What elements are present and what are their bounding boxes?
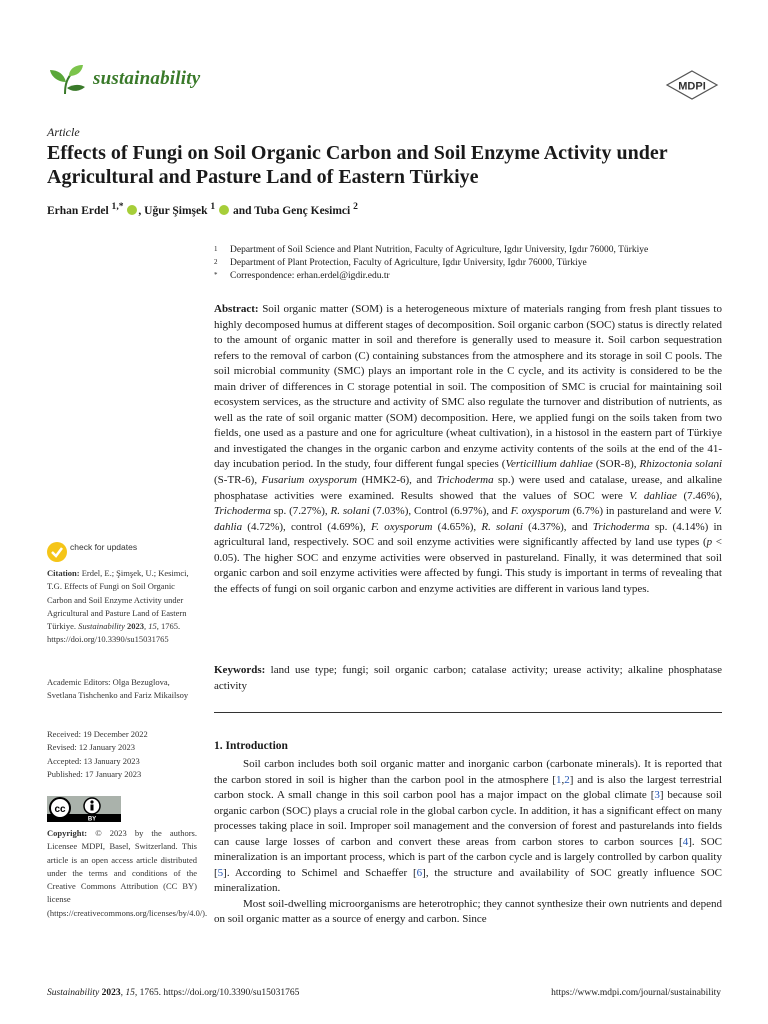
author-separator: and — [230, 204, 255, 217]
footer-year: 2023 — [99, 988, 121, 998]
reference-link[interactable]: 4 — [682, 835, 689, 848]
footer-journal-url[interactable]: https://www.mdpi.com/journal/sustainability — [551, 988, 721, 998]
abstract-text: (7.03%), Control (6.97%), and — [369, 505, 511, 518]
abstract-label: Abstract: — [214, 303, 259, 315]
article-type: Article — [47, 125, 80, 139]
mdpi-logo-icon[interactable] — [666, 70, 718, 100]
author-separator: , — [138, 204, 145, 217]
citation-label: Citation: — [47, 568, 80, 578]
abstract — [214, 302, 722, 597]
affiliation-row — [214, 270, 724, 283]
cc-by-license-icon[interactable] — [47, 796, 121, 822]
abstract-text: (4.65%), — [432, 520, 482, 533]
paragraph-text: ], the structure and availability of SOC greatly influence SOC mineralization. — [214, 866, 723, 894]
species-name: F. oxysporum — [510, 505, 570, 518]
abstract-text: (6.7%) in pastureland and were — [569, 505, 714, 518]
date-published: Published: 17 January 2023 — [47, 768, 142, 779]
species-name: Rhizoctonia solani — [639, 458, 723, 471]
author-3-affiliation: 2 — [353, 201, 358, 212]
affiliation-number: * — [214, 271, 218, 280]
date-accepted: Accepted: 13 January 2023 — [47, 755, 140, 766]
abstract-text: Soil organic matter (SOM) is a heterogeneous mixture of materials ranging from fresh plant tissues to highly decomposed humus at different stages of decomposition. Soil organic carbon (SOC) status is directly related to the amount of organic matter in soil and therefore is generally used to measure it. Soil carbon sequestration refers to the removal of carbon (C) containing substances from the atmosphere and its storage in soil C pools. The soil microbial community (SMC) plays an important role in the C cycle, and its activity is considered to be the main driver of differences in C storage potential in soil. The composition of SMC is crucial for maintaining soil ecosystem services, as the structure and activity of SMC also regulate the turnover and distribution of nutrients, as well as the rate of soil organic matter (SOM) decomposition. Here, we applied fungi on the soils taken from two fields, one used as a pasture and one for agriculture (wheat cultivation), in a histosol in the eastern part of Türkiye and investigated the changes in the organic carbon and enzyme activity contents of the soils at the end of the 41-day incubation period. In the study, four different fungal species ( — [214, 303, 722, 471]
journal-logo-icon — [47, 64, 87, 96]
copyright-label: Copyright: — [47, 828, 88, 838]
reference-link[interactable]: 1 — [555, 773, 562, 786]
publication-dates — [47, 728, 197, 781]
abstract-text: (7.46%), — [676, 489, 723, 502]
check-for-updates-badge[interactable] — [46, 540, 138, 564]
citation-block — [47, 567, 197, 647]
author-3[interactable]: Tuba Genç Kesimci — [254, 204, 351, 217]
species-name: Trichoderma — [592, 520, 650, 533]
mdpi-logo-text: MDPI — [678, 80, 706, 93]
affiliation-text: Department of Soil Science and Plant Nutrition, Faculty of Agriculture, Igdır University, Igdır 76000, Türkiye — [230, 245, 649, 255]
abstract-text: (4.37%), and — [522, 520, 593, 533]
footer-doi[interactable]: , 1765. https://doi.org/10.3390/su15031765 — [134, 988, 300, 998]
citation-journal: Sustainability — [78, 621, 125, 632]
author-1-affiliation: 1,* — [111, 201, 124, 212]
section-divider — [214, 712, 722, 713]
citation-text: Erdel, E.; Şimşek, U.; Kesimci, T.G. Effects of Fungi on Soil Organic Carbon and Soil Enzyme Activity under Agricultural and Pasture Land of Eastern Türkiye. — [47, 568, 189, 632]
date-revised: Revised: 12 January 2023 — [47, 742, 136, 753]
abstract-text: sp. (7.27%), — [270, 505, 331, 518]
keywords-label: Keywords: — [214, 664, 266, 676]
species-name: Verticillium dahliae — [505, 458, 593, 471]
keywords — [214, 662, 722, 694]
correspondence-email[interactable]: Correspondence: erhan.erdel@igdir.edu.tr — [230, 271, 390, 282]
reference-link[interactable]: 5 — [217, 866, 224, 879]
author-1[interactable]: Erhan Erdel — [47, 204, 109, 217]
cc-by-text: BY — [87, 816, 97, 823]
reference-link[interactable]: 6 — [416, 866, 423, 879]
introduction-body — [214, 757, 722, 928]
paragraph-text: Soil carbon includes both soil organic matter and inorganic carbon (carbonate minerals). It is reported that the carbon stored in soil is higher than the carbon pool in the atmosphere [ — [214, 758, 722, 786]
paragraph-text: ]. SOC mineralization is an important process, which is part of the carbon cycle and is largely controlled by carbon quality [ — [214, 835, 722, 879]
paragraph-text: , — [561, 773, 565, 786]
academic-editors: Academic Editors: Olga Bezuglova, Svetlana Tishchenko and Fariz Mikailsoy — [47, 677, 189, 701]
species-name: V. dahliae — [629, 489, 677, 502]
copyright-notice — [47, 827, 208, 920]
abstract-text: < 0.05). The higher SOC and enzyme activities were observed in pastureland. Finally, it was determined that soil organic carbon and soil enzyme activities were affected by fungi. This study is important in terms of revealing that the effects of fungi on soil organic carbon and enzyme activities are different in various land types. — [214, 536, 722, 595]
paragraph: Most soil-dwelling microorganisms are heterotrophic; they cannot synthesize their own nutrients and depend on soil organic matter as a source of energy and carbon. Since — [214, 897, 722, 925]
species-name: F. oxysporum — [370, 520, 433, 533]
affiliation-text: Department of Plant Protection, Faculty of Agriculture, Igdır University, Igdır 76000, Türkiye — [230, 258, 587, 269]
copyright-text: © 2023 by the authors. Licensee MDPI, Basel, Switzerland. This article is an open access article distributed under the terms and conditions of the Creative Commons Attribution (CC BY) license (https://creativecommons.org/licenses/by/4.0/). — [47, 828, 208, 918]
affiliation-row — [214, 257, 724, 270]
footer-volume: , 15 — [120, 988, 135, 998]
species-name: R. solani — [330, 505, 370, 518]
species-name: Fusarium oxysporum — [261, 474, 358, 487]
keywords-text: land use type; fungi; soil organic carbon; catalase activity; urease activity; alkaline phosphatase activity — [214, 664, 722, 692]
affiliation-number: 1 — [214, 245, 218, 253]
paragraph-text: ]. According to Schimel and Schaeffer [ — [223, 866, 417, 879]
footer-journal: Sustainability — [47, 988, 100, 998]
footer-citation — [47, 988, 299, 998]
abstract-text: (4.72%), control (4.69%), — [242, 520, 371, 533]
article-title: Effects of Fungi on Soil Organic Carbon and Soil Enzyme Activity under Agricultural and Pasture Land of Eastern Türkiye — [47, 142, 668, 188]
paragraph-text: ] and is also the largest terrestrial carbon stock. A small change in this soil carbon pool has a major impact on the global climate [ — [214, 773, 722, 801]
journal-name: sustainability — [93, 68, 201, 89]
species-name: Trichoderma — [214, 505, 271, 518]
abstract-text: (SOR-8), — [592, 458, 640, 471]
citation-volume: , 15 — [144, 621, 157, 632]
abstract-text: (HMK2-6), and — [357, 474, 437, 487]
reference-link[interactable]: 3 — [654, 789, 660, 801]
affiliation-number: 2 — [214, 258, 218, 267]
affiliation-row — [214, 244, 724, 257]
paragraph — [214, 757, 722, 897]
reference-link[interactable]: 2 — [564, 773, 570, 786]
affiliations — [214, 244, 724, 284]
author-2[interactable]: Uğur Şimşek — [144, 204, 208, 217]
orcid-icon[interactable] — [127, 205, 137, 215]
species-name: R. solani — [481, 520, 523, 533]
orcid-icon[interactable] — [219, 205, 229, 215]
author-list — [47, 201, 358, 217]
date-received: Received: 19 December 2022 — [47, 729, 148, 739]
section-heading-introduction: 1. Introduction — [214, 740, 288, 752]
citation-doi[interactable]: , 1765. https://doi.org/10.3390/su15031765 — [47, 621, 181, 645]
abstract-text: sp.) were used and catalase, urease, and alkaline phosphatase activities were examined. Results showed that the values of SOC were — [214, 474, 722, 502]
species-name: V. dahlia — [214, 505, 722, 533]
author-2-affiliation: 1 — [210, 201, 216, 212]
citation-year: 2023 — [124, 621, 145, 632]
species-name: Trichoderma — [436, 474, 494, 487]
check-updates-text: check for updates — [70, 542, 138, 552]
abstract-text: (S-TR-6), — [214, 474, 262, 487]
paragraph-text: ] because soil organic carbon (SOC) plays a crucial role in the global carbon cycle. In addition, it has a significant effect on many processes taking place in soil. Improper soil management and the conversion of forest and pasturelands into fields can cause large losses of carbon and convert these areas from carbon stores to carbon sources [ — [214, 789, 722, 848]
abstract-text: sp. (4.14%) in agricultural land, respectively. SOC and soil enzyme activities were significantly affected by land use types ( — [214, 520, 722, 549]
p-value: p — [706, 536, 713, 549]
svg-text:cc: cc — [54, 804, 66, 815]
